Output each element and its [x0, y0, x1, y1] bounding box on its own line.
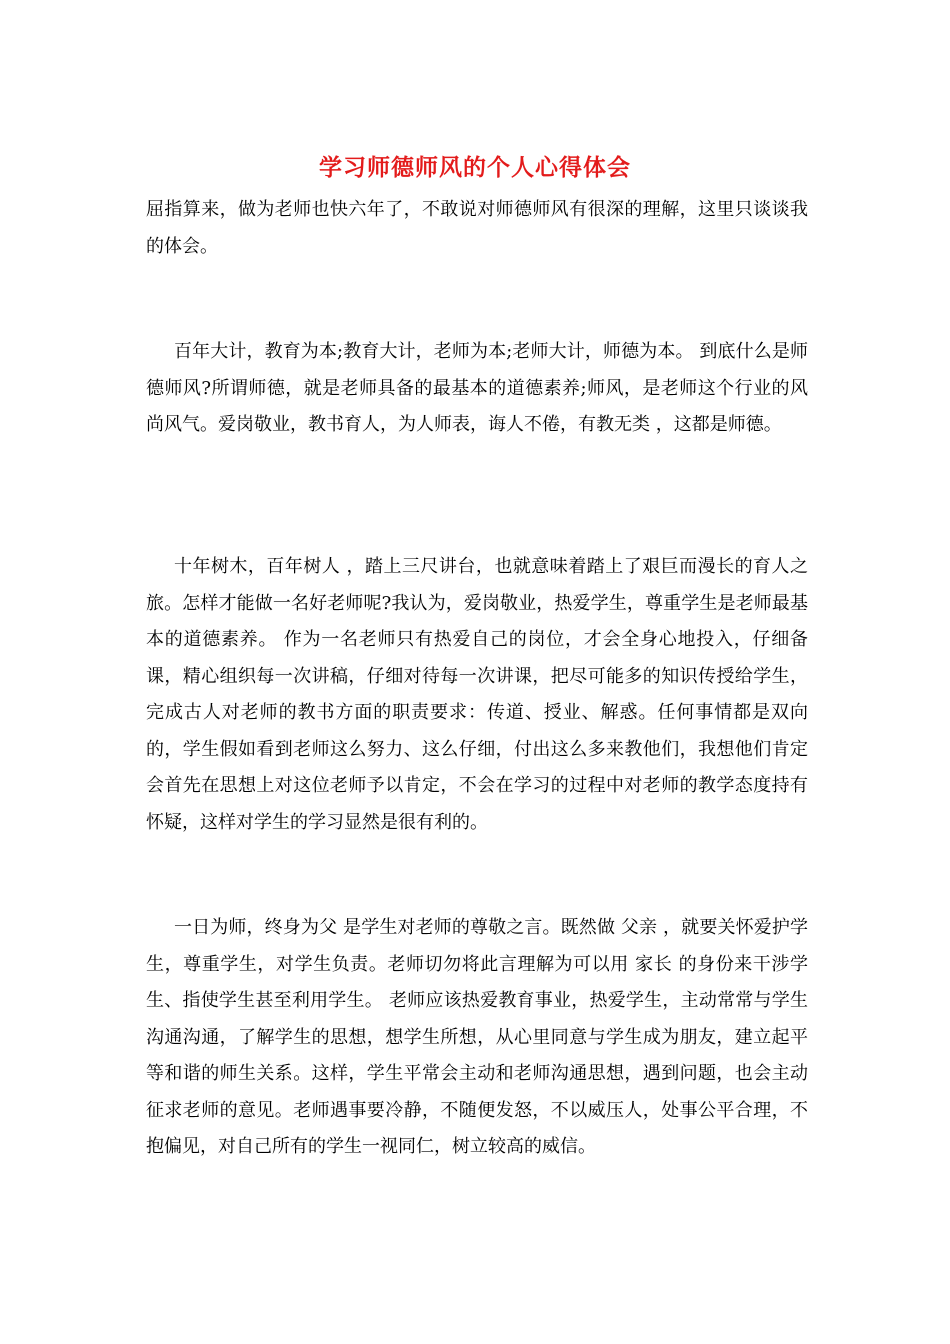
paragraph-love-job-respect-students: 十年树木，百年树人 ，踏上三尺讲台，也就意味着踏上了艰巨而漫长的育人之旅。怎样才能做一名好老师呢?我认为，爱岗敬业，热爱学生，尊重学生是老师最基本的道德素养。 作为一名老师只有热爱自己的岗位，才会全身心地投入，仔细备课，精心组织每一次讲稿，仔细对待每一次讲课，把尽可能多的知识传授给学生，完成古人对老师的教书方面的职责要求：传道、授业、解惑。任何事情都是双向的，学生假如看到老师这么努力、这么仔细，付出这么多来教他们，我想他们肯定会首先在思想上对这位老师予以肯定，不会在学习的过程中对老师的教学态度持有怀疑，这样对学生的学习显然是很有利的。 [146, 556, 808, 833]
paragraph-teacher-as-father: 一日为师，终身为父 是学生对老师的尊敬之言。既然做 父亲 ，就要关怀爱护学生，尊重学生，对学生负责。老师切勿将此言理解为可以用 家长 的身份来干涉学生、指使学生甚至利用学生。 老师应该热爱教育事业，热爱学生，主动常常与学生沟通沟通，了解学生的思想，想学生所想，从心里同意与学生成为朋友，建立起平等和谐的师生关系。这样，学生平常会主动和老师沟通思想，遇到问题，也会主动征求老师的意见。老师遇事要冷静，不随便发怒，不以威压人，处事公平合理，不抱偏见，对自己所有的学生一视同仁，树立较高的威信。 [146, 917, 808, 1157]
paragraph-intro: 屈指算来，做为老师也快六年了，不敢说对师德师风有很深的理解，这里只谈谈我的体会。 [146, 199, 808, 257]
paragraph-teacher-ethics-definition: 百年大计，教育为本;教育大计，老师为本;老师大计，师德为本。 到底什么是师德师风?所谓师德，就是老师具备的最基本的道德素养;师风，是老师这个行业的风尚风气。爱岗敬业，教书育人，为人师表，诲人不倦，有教无类 ，这都是师德。 [146, 341, 808, 435]
document-title: 学习师德师风的个人心得体会 [319, 154, 631, 181]
